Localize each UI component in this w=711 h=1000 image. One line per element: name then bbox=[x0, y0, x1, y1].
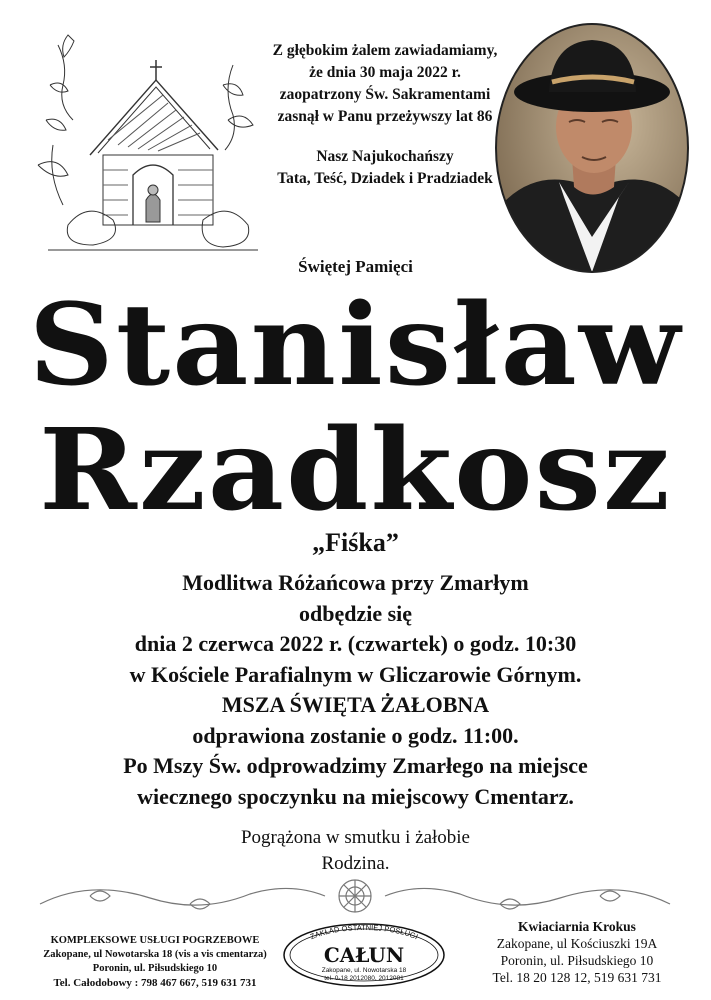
florist-phone: Tel. 18 20 128 12, 519 631 731 bbox=[492, 970, 662, 985]
florist-info bbox=[448, 918, 706, 986]
shrine-drawing bbox=[28, 25, 268, 265]
detail-line: Po Mszy Św. odprowadzimy Zmarłego na miejsce bbox=[123, 753, 588, 778]
intro-line: że dnia 30 maja 2022 r. bbox=[309, 64, 461, 81]
calun-logo bbox=[282, 922, 446, 988]
deceased-last-name: Rzadkosz bbox=[39, 405, 672, 536]
family-line: Nasz Najukochańszy bbox=[316, 148, 454, 165]
services-phone: Tel. Całodobowy : 798 467 667, 519 631 731 bbox=[53, 977, 257, 989]
closing-note bbox=[0, 825, 711, 877]
calun-top-text: ZAKŁAD OSTATNIEJ POSŁUGI bbox=[308, 922, 420, 942]
florist-address-1: Zakopane, ul Kościuszki 19A bbox=[496, 936, 658, 951]
detail-line: wiecznego spoczynku na miejscowy Cmentarz. bbox=[137, 783, 574, 809]
detail-line: w Kościele Parafialnym w Gliczarowie Górnym. bbox=[129, 661, 582, 687]
portrait-photo bbox=[494, 22, 690, 274]
calun-name: CAŁUN bbox=[323, 943, 405, 967]
intro-line: Z głębokim żalem zawiadamiamy, bbox=[272, 42, 498, 59]
closing-line: Rodzina. bbox=[321, 853, 390, 874]
intro-line: zasnął w Panu przeżywszy lat 86 bbox=[277, 108, 493, 125]
deceased-nickname: „Fiśka” bbox=[312, 528, 399, 557]
detail-line: odbędzie się bbox=[298, 600, 413, 626]
detail-line: Modlitwa Różańcowa przy Zmarłym bbox=[182, 570, 529, 595]
services-title: KOMPLEKSOWE USŁUGI POGRZEBOWE bbox=[50, 935, 260, 946]
detail-line: dnia 2 czerwca 2022 r. (czwartek) o godz. 10:30 bbox=[134, 631, 577, 656]
intro-line: zaopatrzony Św. Sakramentami bbox=[279, 86, 491, 103]
deceased-first-name: Stanisław bbox=[28, 280, 683, 411]
announcement-intro bbox=[265, 40, 505, 190]
memory-label: Świętej Pamięci bbox=[298, 257, 413, 276]
florist-title: Kwiaciarnia Krokus bbox=[518, 919, 636, 934]
ornament-divider bbox=[30, 874, 680, 918]
services-address-2: Poronin, ul. Piłsudskiego 10 bbox=[92, 963, 218, 974]
funeral-details bbox=[0, 568, 711, 812]
closing-line: Pogrążona w smutku i żałobie bbox=[240, 827, 470, 848]
family-line: Tata, Teść, Dziadek i Pradziadek bbox=[277, 170, 493, 187]
detail-line: MSZA ŚWIĘTA ŻAŁOBNA bbox=[221, 692, 490, 717]
calun-phone: tel. 0-18 2012080, 2012081 bbox=[324, 975, 404, 982]
services-address-1: Zakopane, ul Nowotarska 18 (vis a vis cmentarza) bbox=[43, 949, 267, 960]
florist-address-2: Poronin, ul. Piłsudskiego 10 bbox=[500, 953, 654, 968]
calun-address: Zakopane, ul. Nowotarska 18 bbox=[321, 967, 407, 974]
detail-line: odprawiona zostanie o godz. 11:00. bbox=[192, 722, 519, 748]
funeral-services-info bbox=[10, 934, 300, 990]
